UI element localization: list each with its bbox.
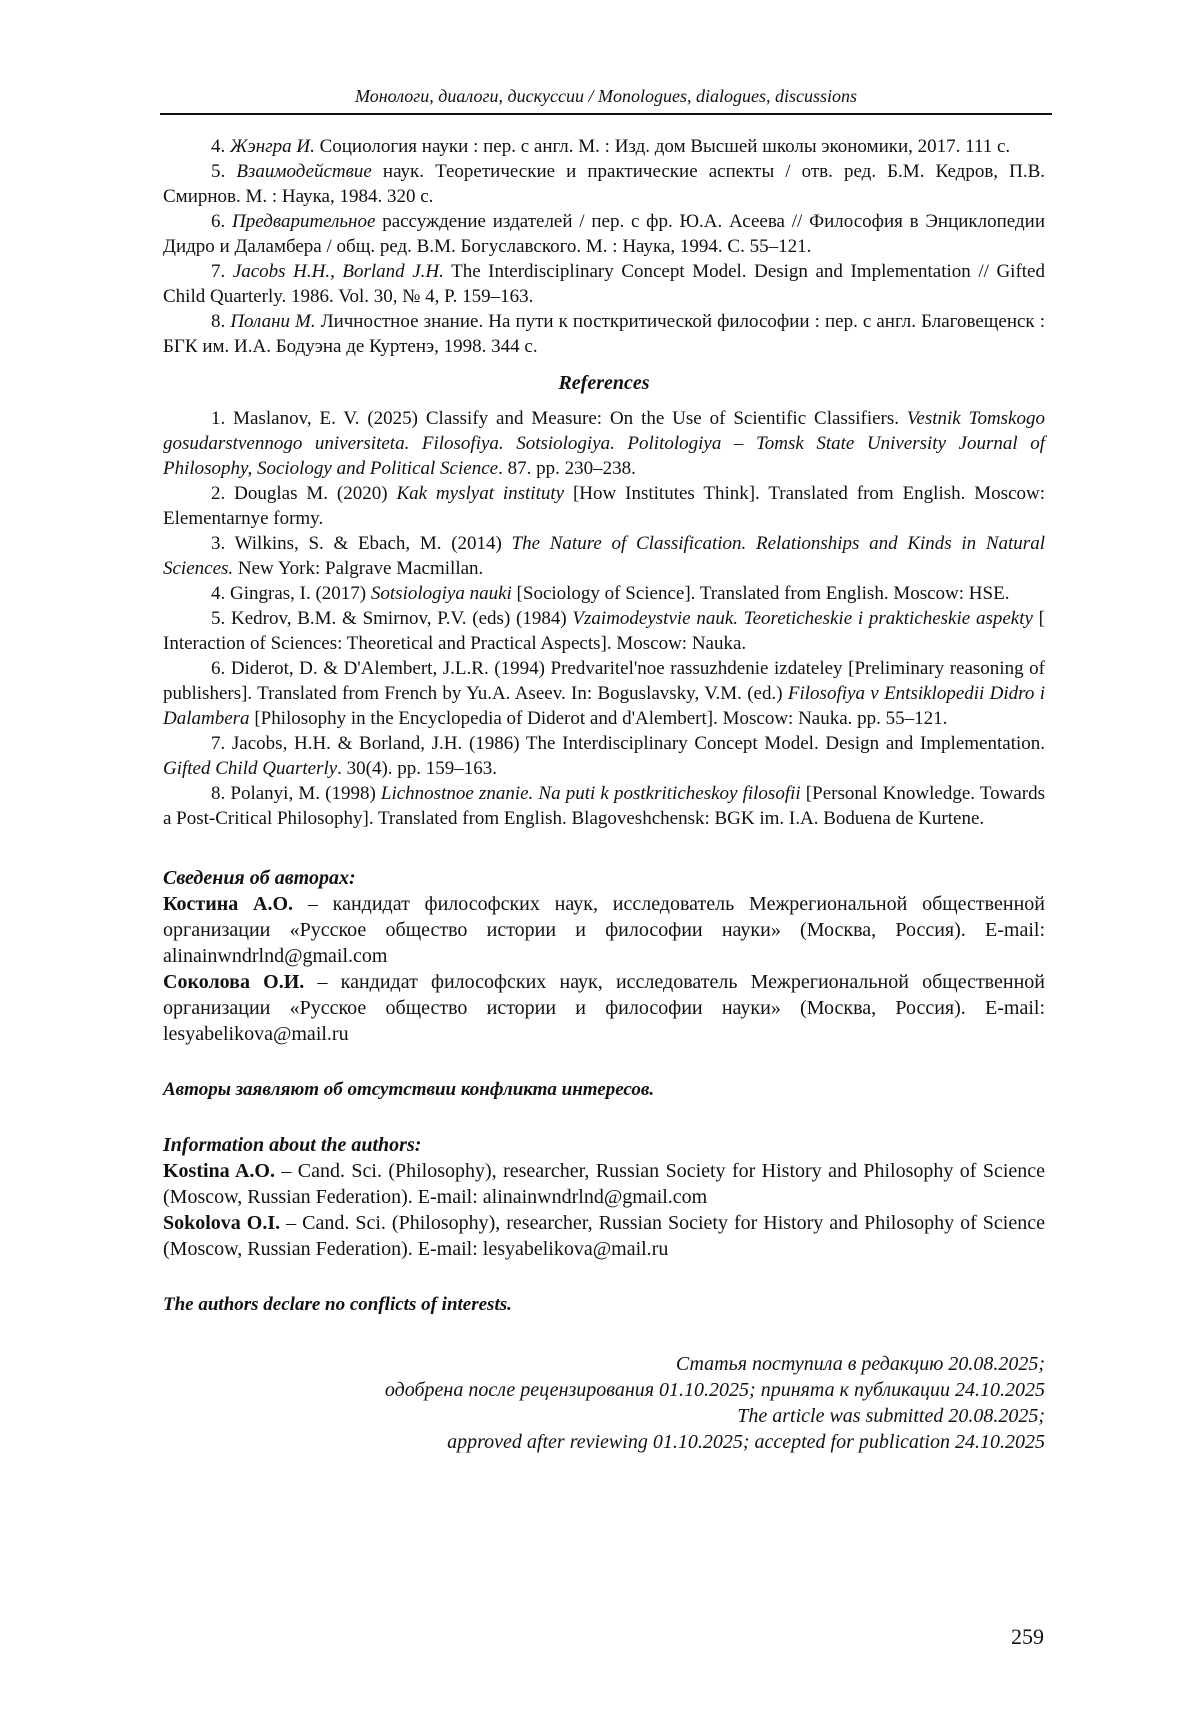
ru-author-2 (163, 969, 1045, 1047)
ref-text-pre: Wilkins, S. & Ebach, M. (2014) (225, 533, 512, 554)
en-conflict-statement: The authors declare no conflicts of interests. (163, 1294, 512, 1315)
en-ref-4 (163, 581, 1045, 606)
en-ref-7 (163, 731, 1045, 781)
date-en-approved: approved after reviewing 01.10.2025; accepted for publication 24.10.2025 (447, 1431, 1045, 1453)
author-info: – кандидат философских наук, исследователь Межрегиональной общественной организации «Русское общество истории и философии науки» (Москва, Россия). E-mail: alinainwndrlnd@gmail.com (163, 893, 1045, 967)
en-ref-2 (163, 481, 1045, 531)
ref-author: Jacobs H.H., Borland J.H. (232, 261, 444, 282)
author-name: Sokolova O.I. (163, 1212, 281, 1234)
author-info: – Cand. Sci. (Philosophy), researcher, Russian Society for History and Philosophy of Science (Moscow, Russian Federation). E-mail: lesyabelikova@mail.ru (163, 1212, 1045, 1260)
ref-number: 6. (211, 211, 226, 232)
ref-text-post: [Personal Knowledge. Towards a Post-Critical Philosophy]. Translated from English. Blagoveshchensk: BGK im. I.A. Boduena de Kurtene. (163, 783, 1045, 829)
ref-number: 5. (211, 608, 226, 629)
ref-text-pre: Gingras, I. (2017) (225, 583, 371, 604)
ref-number: 2. (211, 483, 226, 504)
author-info: – кандидат философских наук, исследователь Межрегиональной общественной организации «Русское общество истории и философии науки» (Москва, Россия). E-mail: lesyabelikova@mail.ru (163, 971, 1045, 1045)
ref-number: 7. (211, 733, 226, 754)
ref-text-post: . 30(4). pp. 159–163. (337, 758, 498, 779)
ref-title-italic: Vestnik Tomskogo gosudarstvennogo universiteta. Filosofiya. Sotsiologiya. Politologiya – Tomsk State University Journal of Philosophy, Sociology and Political Science (163, 408, 1045, 479)
en-ref-6 (163, 656, 1045, 731)
ref-title-italic: Gifted Child Quarterly (163, 758, 338, 779)
ref-number: 4. (211, 136, 226, 157)
ref-text-pre: Diderot, D. & D'Alembert, J.L.R. (1994) Predvaritel'noe rassuzhdenie izdateley [Preliminary reasoning of publishers]. Translated from French by Yu.A. Aseev. In: Boguslavsky, V.M. (ed.) (163, 658, 1045, 704)
ref-text-post: [Sociology of Science]. Translated from English. Moscow: HSE. (511, 583, 1010, 604)
ru-ref-8 (163, 309, 1045, 359)
ref-text-post: [How Institutes Think]. Translated from English. Moscow: Elementarnye formy. (163, 483, 1045, 529)
en-ref-1 (163, 406, 1045, 481)
ref-title-italic: Kak myslyat instituty (396, 483, 565, 504)
ref-title-italic: Lichnostnoe znanie. Na puti k postkriticheskoy filosofii (380, 783, 801, 804)
date-en-submitted: The article was submitted 20.08.2025; (737, 1405, 1045, 1427)
ref-author: Жэнгра И. (230, 136, 315, 157)
ref-title-italic: Vzaimodeystvie nauk. Teoreticheskie i prakticheskie aspekty (572, 608, 1033, 629)
author-info: – Cand. Sci. (Philosophy), researcher, Russian Society for History and Philosophy of Science (Moscow, Russian Federation). E-mail: alinainwndrlnd@gmail.com (163, 1160, 1046, 1208)
ref-number: 3. (211, 533, 226, 554)
ref-text: наук. Теоретические и практические аспекты / отв. ред. Б.М. Кедров, П.В. Смирнов. М. : Наука, 1984. 320 с. (163, 161, 1046, 207)
ref-text: Личностное знание. На пути к посткритической философии : пер. с англ. Благовещенск : БГК им. И.А. Бодуэна де Куртенэ, 1998. 344 с. (163, 311, 1045, 357)
ref-number: 6. (211, 658, 226, 679)
ref-number: 1. (211, 408, 226, 429)
ru-ref-6 (163, 209, 1045, 259)
author-name: Соколова О.И. (163, 971, 305, 993)
ref-text-pre: Douglas M. (2020) (225, 483, 397, 504)
ref-number: 7. (211, 261, 226, 282)
en-ref-8 (163, 781, 1045, 831)
en-ref-5 (163, 606, 1045, 656)
ref-text: Социология науки : пер. с англ. М. : Изд. дом Высшей школы экономики, 2017. 111 с. (314, 136, 1011, 157)
ref-text-pre: Kedrov, B.M. & Smirnov, P.V. (eds) (1984) (225, 608, 573, 629)
running-header: Монологи, диалоги, дискуссии / Monologues, dialogues, discussions (355, 86, 857, 106)
header-rule (160, 113, 1052, 115)
ru-author-1 (163, 891, 1045, 969)
ref-text-post: [Philosophy in the Encyclopedia of Diderot and d'Alembert]. Moscow: Nauka. pp. 55–121. (249, 708, 948, 729)
ru-ref-7 (163, 259, 1045, 309)
references-heading: References (558, 372, 650, 394)
ref-number: 5. (211, 161, 226, 182)
ref-text-post: . 87. pp. 230–238. (498, 458, 636, 479)
ref-text-pre: Maslanov, E. V. (2025) Classify and Measure: On the Use of Scientific Classifiers. (225, 408, 907, 429)
date-ru-submitted: Статья поступила в редакцию 20.08.2025; (675, 1353, 1045, 1375)
ref-text-pre: Polanyi, M. (1998) (225, 783, 381, 804)
ref-author: Предварительное (232, 211, 376, 232)
ref-title-italic: The Nature of Classification. Relationships and Kinds in Natural Sciences. (163, 533, 1045, 579)
author-name: Kostina A.O. (163, 1160, 275, 1182)
en-ref-3 (163, 531, 1045, 581)
page-content (163, 134, 1045, 1455)
ref-title-italic: Sotsiologiya nauki (370, 583, 512, 604)
ru-conflict-statement: Авторы заявляют об отсутствии конфликта интересов. (163, 1079, 655, 1100)
ref-author: Полани М. (230, 311, 316, 332)
en-author-1 (163, 1158, 1045, 1210)
ru-ref-4 (163, 134, 1045, 159)
en-authors-title: Information about the authors: (163, 1134, 422, 1156)
date-ru-approved: одобрена после рецензирования 01.10.2025; принята к публикации 24.10.2025 (384, 1379, 1045, 1401)
ru-authors-title: Сведения об авторах: (163, 867, 356, 889)
ref-number: 8. (211, 311, 226, 332)
en-author-2 (163, 1210, 1045, 1262)
ref-number: 8. (211, 783, 226, 804)
page-number: 259 (1011, 1624, 1044, 1649)
ref-text-pre: Jacobs, H.H. & Borland, J.H. (1986) The Interdisciplinary Concept Model. Design and Implementation. (225, 733, 1045, 754)
ref-text: The Interdisciplinary Concept Model. Design and Implementation // Gifted Child Quarterly. 1986. Vol. 30, № 4, P. 159–163. (163, 261, 1045, 307)
ref-title-italic: Filosofiya v Entsiklopedii Didro i Dalambera (163, 683, 1045, 729)
ref-text-post: [ Interaction of Sciences: Theoretical and Practical Aspects]. Moscow: Nauka. (163, 608, 1045, 654)
ref-number: 4. (211, 583, 226, 604)
ref-author: Взаимодействие (236, 161, 372, 182)
author-name: Костина А.О. (163, 893, 294, 915)
ref-text-post: New York: Palgrave Macmillan. (233, 558, 484, 579)
ref-text: рассуждение издателей / пер. с фр. Ю.А. Асеева // Философия в Энциклопедии Дидро и Даламбера / общ. ред. В.М. Богуславского. М. : Наука, 1994. С. 55–121. (163, 211, 1045, 257)
ru-ref-5 (163, 159, 1045, 209)
